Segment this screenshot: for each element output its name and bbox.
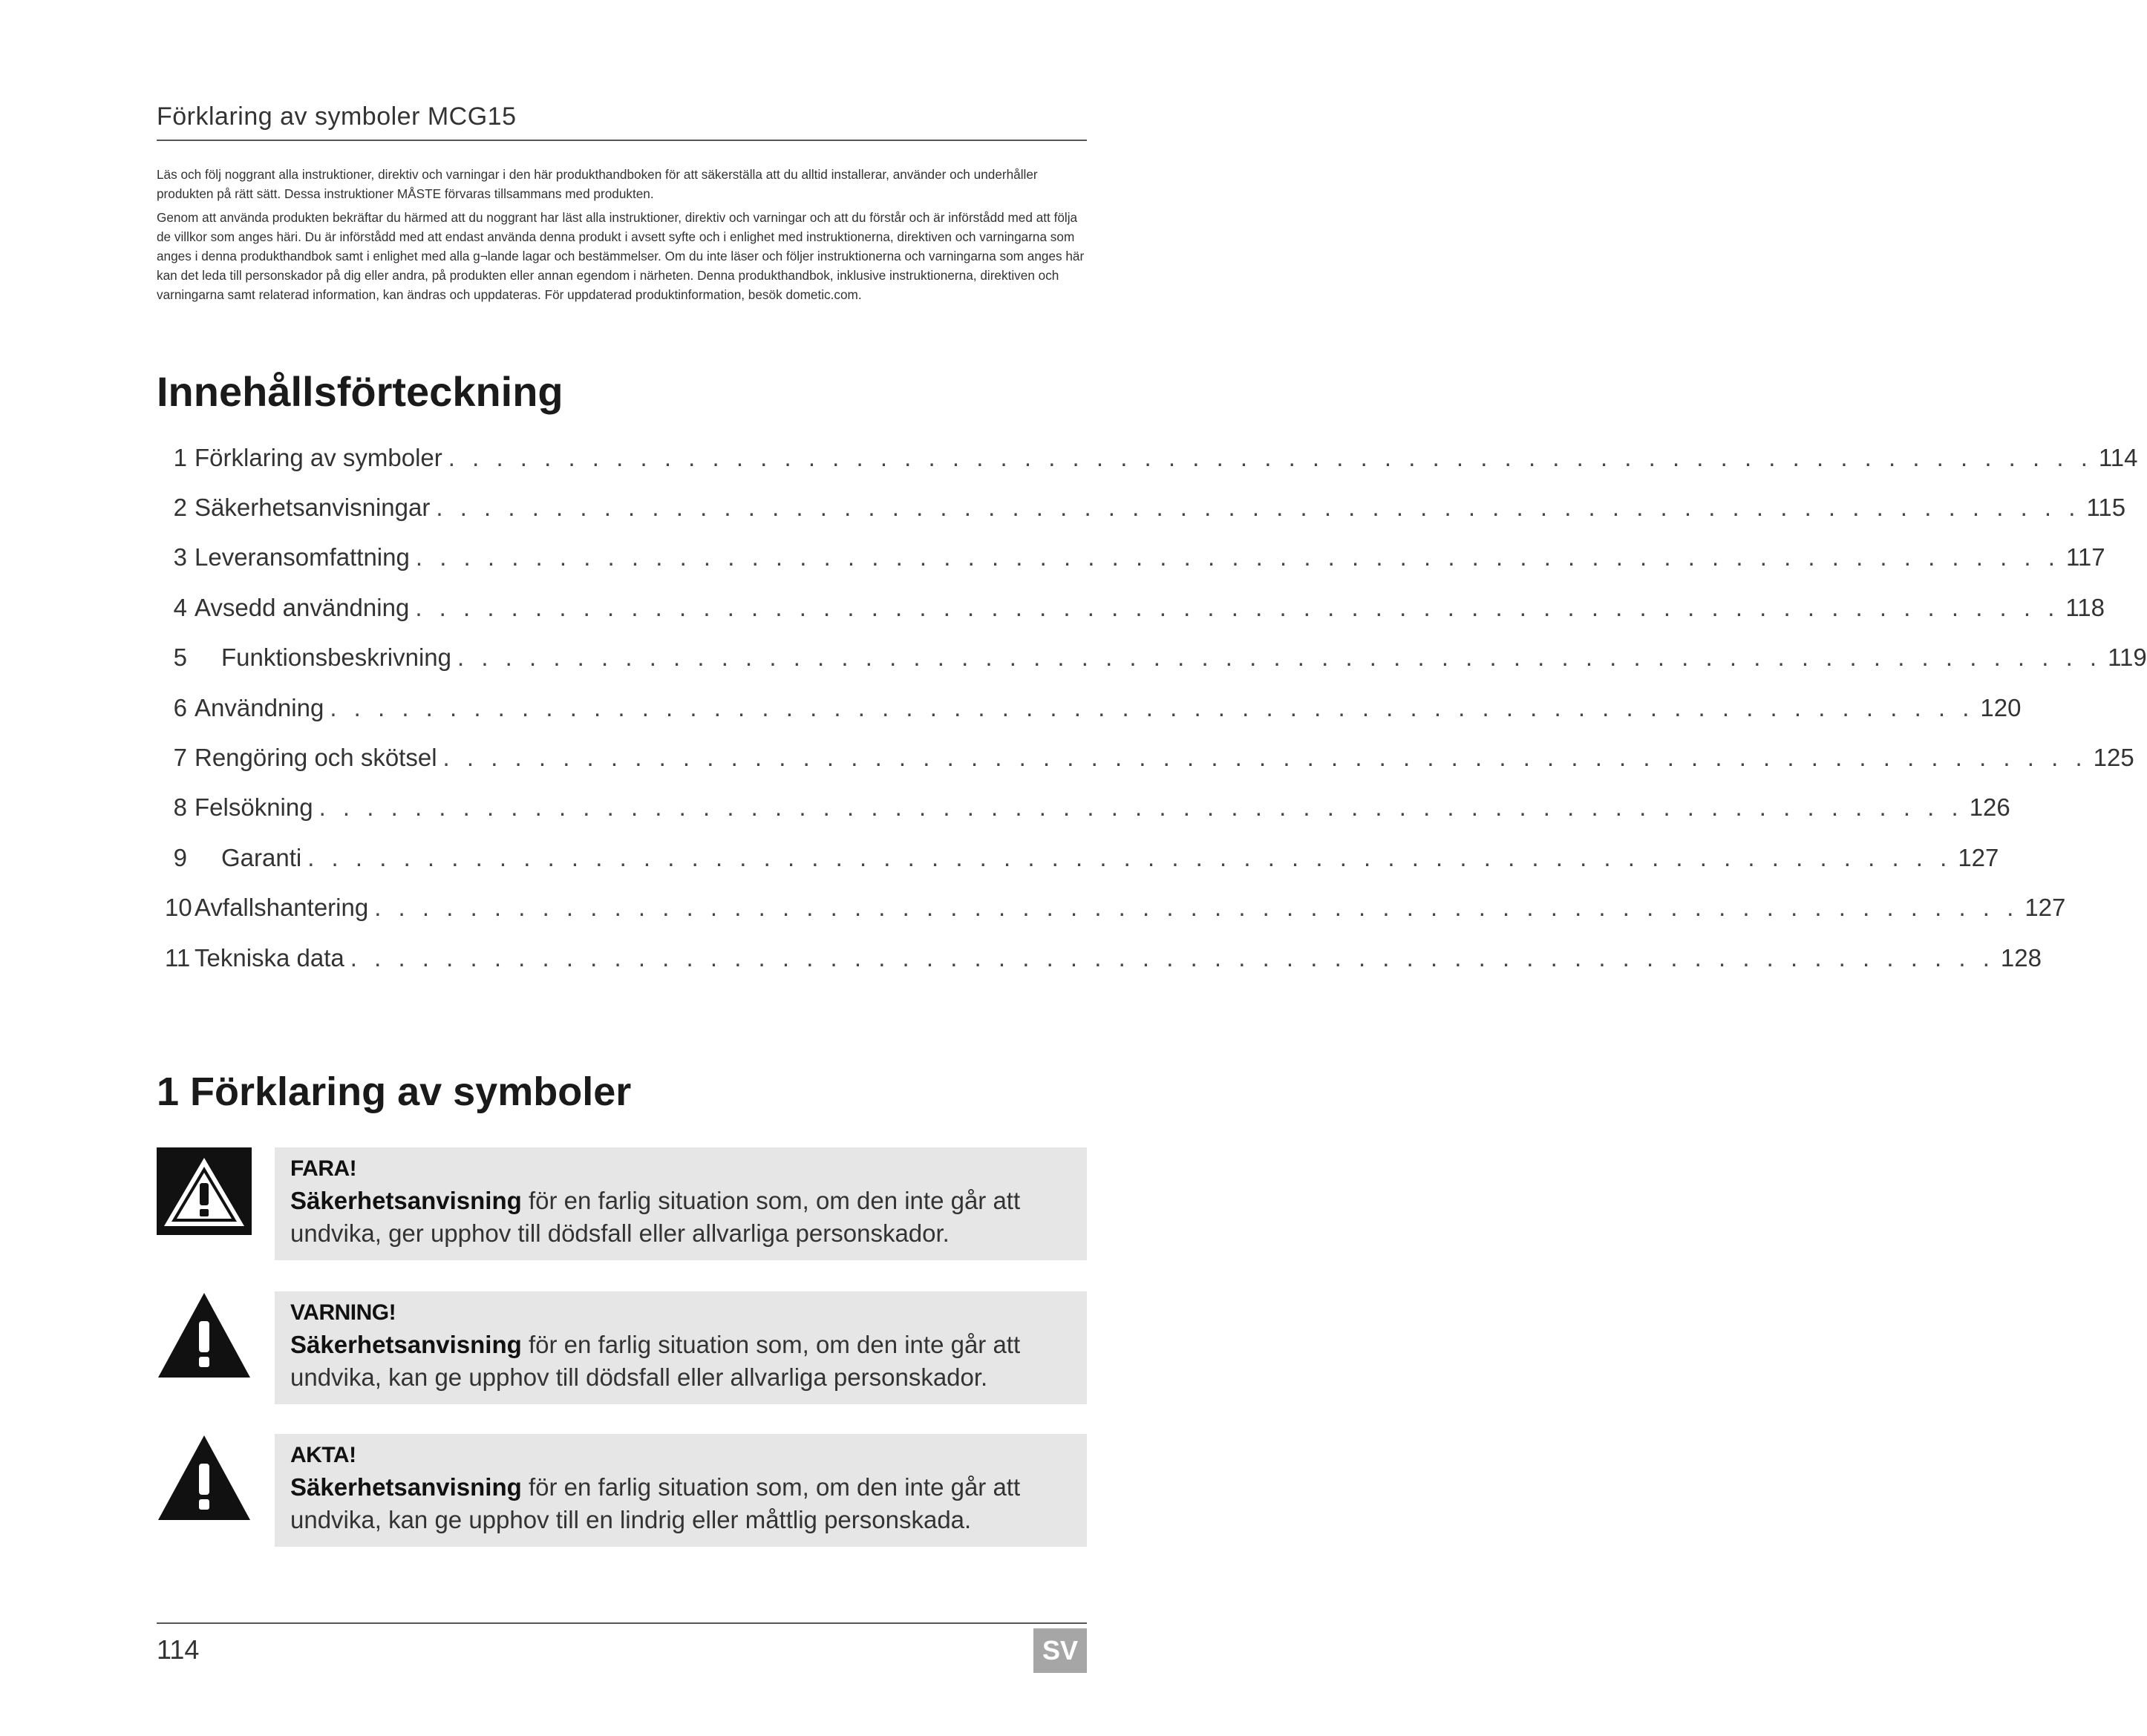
toc-item-page: 119 xyxy=(2108,643,2147,672)
notice-text xyxy=(290,1329,1079,1394)
toc-heading: Innehållsförteckning xyxy=(157,368,563,415)
page-number: 114 xyxy=(157,1634,200,1665)
toc-leader-dots: . . . . . . . . . . . . . . . . . . . . . . . . . . . . . . . . . . . . . . . . . . . . . . . . . . . . . . . . . . . . . . . . . . . . . xyxy=(448,443,2093,471)
notice-warning xyxy=(157,1291,1087,1404)
intro-text xyxy=(157,165,1087,309)
toc-item-number: 5 xyxy=(173,643,187,672)
toc-item-page: 126 xyxy=(1969,793,2010,822)
notice-bold-text: Säkerhetsanvisning xyxy=(290,1187,522,1214)
toc-item-number: 11 xyxy=(165,943,191,972)
toc-item-number: 2 xyxy=(173,494,187,522)
toc-item[interactable] xyxy=(165,783,2010,833)
toc-item-page: 117 xyxy=(2065,543,2105,571)
notice-bold-text: Säkerhetsanvisning xyxy=(290,1473,522,1501)
warning-triangle-icon xyxy=(157,1291,252,1379)
notice-label: VARNING! xyxy=(290,1300,396,1325)
toc-item[interactable] xyxy=(165,433,2138,482)
toc-item-page: 115 xyxy=(2086,494,2126,522)
toc-leader-dots: . . . . . . . . . . . . . . . . . . . . . . . . . . . . . . . . . . . . . . . . . . . . . . . . . . . . . . . . . . . . . . . . . . . . . xyxy=(436,494,2081,522)
toc-leader-dots: . . . . . . . . . . . . . . . . . . . . . . . . . . . . . . . . . . . . . . . . . . . . . . . . . . . . . . . . . . . . . . . . . . . . . xyxy=(374,894,2019,922)
toc-item[interactable] xyxy=(165,733,2134,782)
toc-item-title: Funktionsbeskrivning xyxy=(221,643,451,672)
toc-item-page: 120 xyxy=(1980,693,2022,721)
toc-item[interactable] xyxy=(165,533,2105,583)
toc-item[interactable] xyxy=(165,482,2126,532)
toc-item-number: 8 xyxy=(173,793,187,822)
toc-leader-dots: . . . . . . . . . . . . . . . . . . . . . . . . . . . . . . . . . . . . . . . . . . . . . . . . . . . . . . . . . . . . . . . . . . . . . xyxy=(442,744,2088,772)
notice-body: för en farlig situation som, om den inte går att undvika, ger upphov till dödsfall eller allvarliga personskador. xyxy=(290,1187,1021,1247)
toc-item-page: 125 xyxy=(2093,744,2134,772)
notice-label: FARA! xyxy=(290,1156,357,1181)
toc-leader-dots: . . . . . . . . . . . . . . . . . . . . . . . . . . . . . . . . . . . . . . . . . . . . . . . . . . . . . . . . . . . . . . . . . . . . . xyxy=(350,943,1995,972)
language-badge: SV xyxy=(1033,1628,1087,1673)
notice-body: för en farlig situation som, om den inte går att undvika, kan ge upphov till en lindrig eller måttlig personskada. xyxy=(290,1473,1021,1533)
toc-leader-dots: . . . . . . . . . . . . . . . . . . . . . . . . . . . . . . . . . . . . . . . . . . . . . . . . . . . . . . . . . . . . . . . . . . . . . xyxy=(415,543,2060,571)
page-header xyxy=(157,102,1087,141)
toc-leader-dots: . . . . . . . . . . . . . . . . . . . . . . . . . . . . . . . . . . . . . . . . . . . . . . . . . . . . . . . . . . . . . . . . . . . . . xyxy=(457,643,2102,672)
toc-item-title: Rengöring och skötsel xyxy=(195,744,437,772)
toc-item[interactable] xyxy=(165,883,2066,933)
toc-item[interactable] xyxy=(165,583,2105,632)
toc-item-page: 127 xyxy=(1958,843,1999,871)
toc-item-number: 9 xyxy=(173,843,187,871)
toc-item-title: Avsedd användning xyxy=(195,593,410,621)
intro-paragraph: Läs och följ noggrant alla instruktioner, direktiv och varningar i den här produkthandboken för att säkerställa att du alltid installerar, använder och underhåller produkten på rätt sätt. Dessa instruktioner MÅSTE förvaras tillsammans med produkten. xyxy=(157,167,1038,201)
toc-item-title: Användning xyxy=(195,693,324,721)
toc-item-number: 10 xyxy=(165,894,192,922)
danger-warning-square-icon xyxy=(157,1147,252,1235)
footer-rule xyxy=(157,1622,1087,1624)
notice-box xyxy=(275,1147,1087,1260)
section-heading: 1 Förklaring av symboler xyxy=(157,1070,632,1114)
toc-item-number: 4 xyxy=(173,593,187,621)
toc-item[interactable] xyxy=(165,633,2147,683)
notice-box xyxy=(275,1434,1087,1547)
toc-item-title: Felsökning xyxy=(195,793,313,822)
toc-item[interactable] xyxy=(165,833,1999,882)
notice-label: AKTA! xyxy=(290,1443,356,1467)
toc-item-title: Leveransomfattning xyxy=(195,543,410,571)
toc-item-title: Avfallshantering xyxy=(195,894,369,922)
toc-item[interactable] xyxy=(165,933,2042,983)
toc-item-page: 118 xyxy=(2065,593,2105,621)
toc-item-number: 1 xyxy=(173,443,187,471)
toc-item-page: 128 xyxy=(2000,943,2042,972)
toc-item-number: 6 xyxy=(173,693,187,721)
caution-triangle-icon xyxy=(157,1434,252,1522)
notice-box xyxy=(275,1291,1087,1404)
toc-item-title: Förklaring av symboler xyxy=(195,443,442,471)
notice-bold-text: Säkerhetsanvisning xyxy=(290,1331,522,1358)
toc-item-title: Garanti xyxy=(221,843,302,871)
toc-item-title: Tekniska data xyxy=(195,943,344,972)
notice-text xyxy=(290,1185,1079,1250)
toc-item-number: 3 xyxy=(173,543,187,571)
intro-paragraph: Genom att använda produkten bekräftar du härmed att du noggrant har läst alla instruktioner, direktiv och varningar och att du förstår och är införstådd med att följa de villkor som anges häri. Du är införstådd med att endast använda denna produkt i avsett syfte och i enlighet med instruktionerna, direktiven och varningarna som anges i denna produkthandbok samt i enlighet med alla g¬lande lagar och bestämmelser. Om du inte läser och följer instruktionerna och varningarna som anges här kan det leda till personskador på dig eller andra, på produkten eller annan egendom i närheten. Denna produkthandbok, inklusive instruktionerna, direktiven och varningarna samt relaterad information, kan ändras och uppdateras. För uppdaterad produktinformation, besök dometic.com. xyxy=(157,210,1085,302)
toc-item-number: 7 xyxy=(173,744,187,772)
notice-text xyxy=(290,1471,1079,1536)
toc-item-title: Säkerhetsanvisningar xyxy=(195,494,431,522)
notice-body: för en farlig situation som, om den inte går att undvika, kan ge upphov till dödsfall eller allvarliga personskador. xyxy=(290,1331,1021,1391)
toc-item-page: 114 xyxy=(2098,443,2138,471)
toc-leader-dots: . . . . . . . . . . . . . . . . . . . . . . . . . . . . . . . . . . . . . . . . . . . . . . . . . . . . . . . . . . . . . . . . . . . . . xyxy=(318,793,1964,822)
toc-item-page: 127 xyxy=(2025,894,2066,922)
toc-item[interactable] xyxy=(165,683,2022,733)
notice-caution xyxy=(157,1434,1087,1547)
notice-danger xyxy=(157,1147,1087,1260)
toc-leader-dots: . . . . . . . . . . . . . . . . . . . . . . . . . . . . . . . . . . . . . . . . . . . . . . . . . . . . . . . . . . . . . . . . . . . . . xyxy=(415,593,2060,621)
toc-leader-dots: . . . . . . . . . . . . . . . . . . . . . . . . . . . . . . . . . . . . . . . . . . . . . . . . . . . . . . . . . . . . . . . . . . . . . xyxy=(330,693,1975,721)
table-of-contents xyxy=(165,433,2147,983)
toc-leader-dots: . . . . . . . . . . . . . . . . . . . . . . . . . . . . . . . . . . . . . . . . . . . . . . . . . . . . . . . . . . . . . . . . . . . . . xyxy=(307,843,1952,871)
header-title: Förklaring av symboler MCG15 xyxy=(157,102,517,131)
